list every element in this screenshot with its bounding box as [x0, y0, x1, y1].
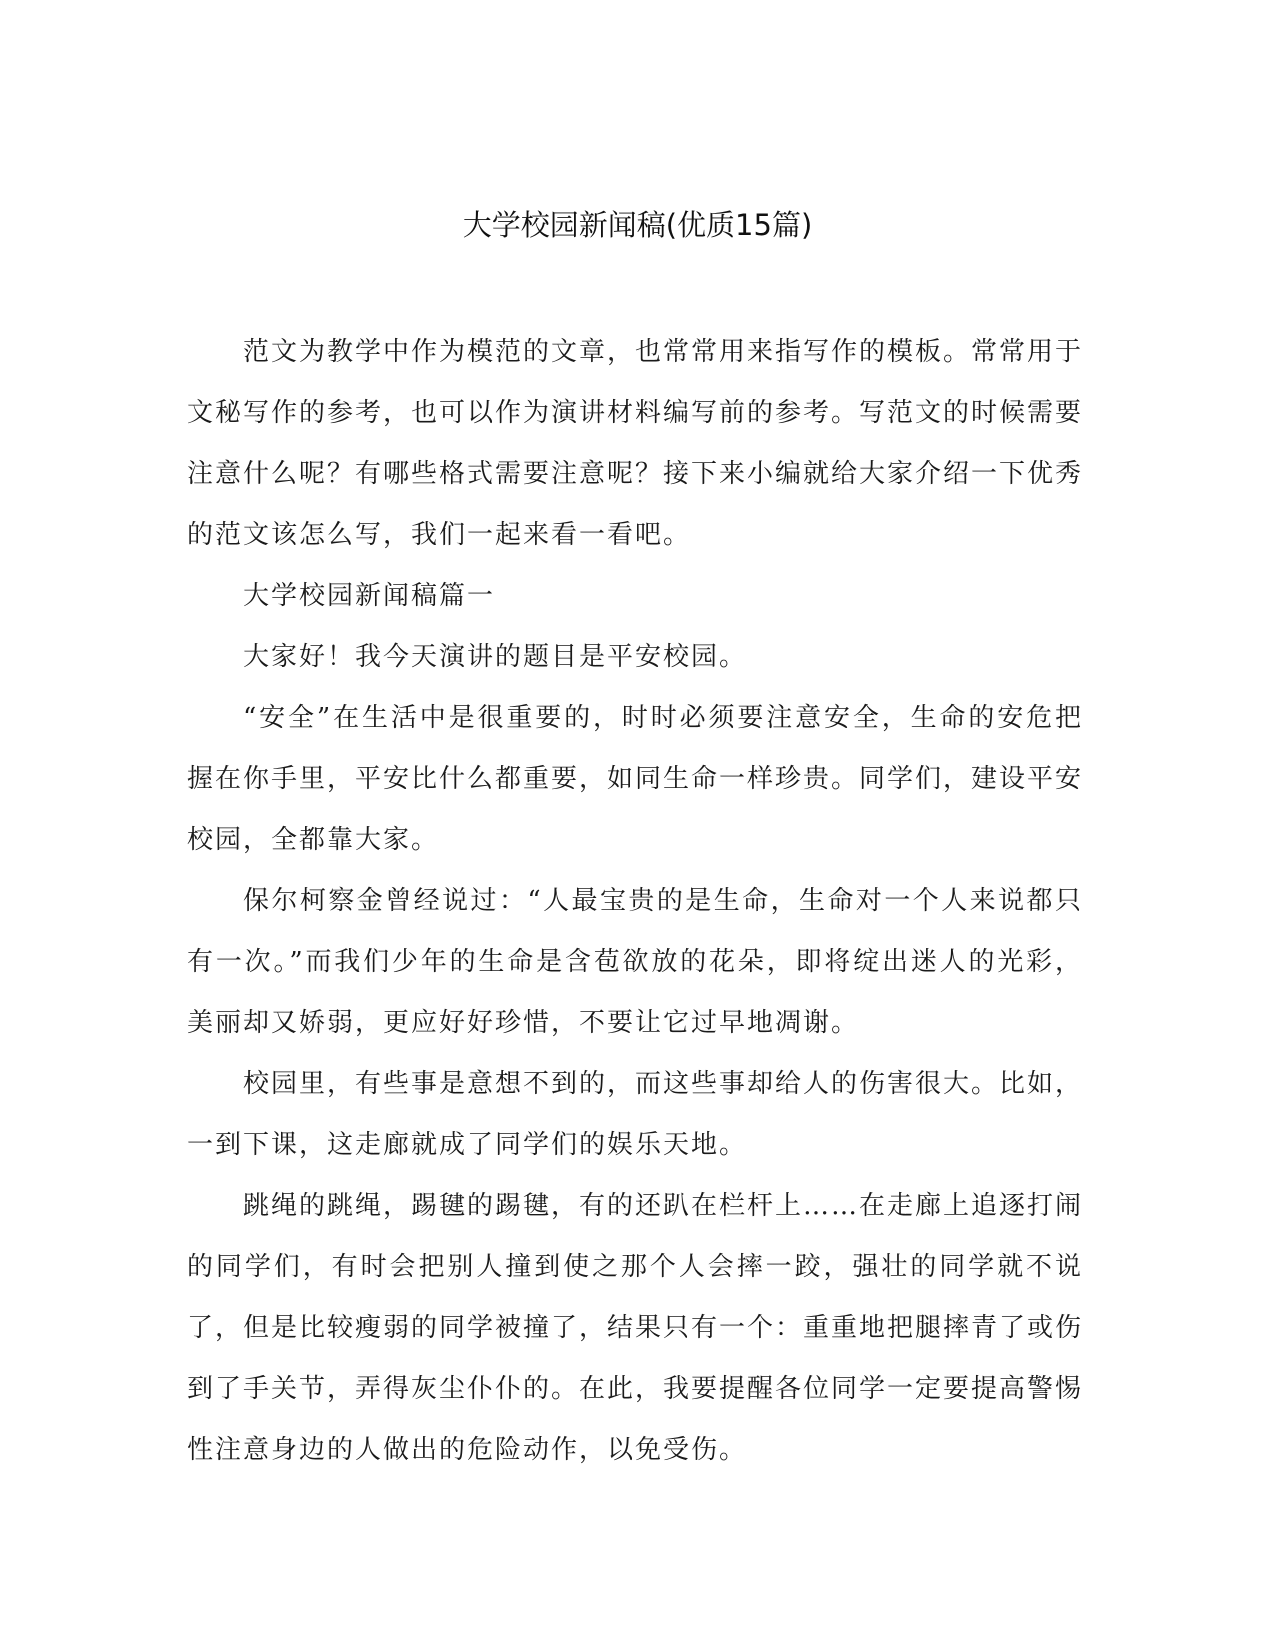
section-heading: 大学校园新闻稿篇一 — [243, 581, 496, 611]
document-title: 大学校园新闻稿(优质15篇) — [462, 208, 813, 242]
intro-paragraph: 范文为教学中作为模范的文章，也常常用来指写作的模板。常常用于文秘写作的参考，也可以作为演讲材料编写前的参考。写范文的时候需要注意什么呢？有哪些格式需要注意呢？接下来小编就给大家介绍一下优秀的范文该怎么写，我们一起来看一看吧。 — [187, 337, 1084, 550]
body-paragraph: 大家好！我今天演讲的题目是平安校园。 — [243, 642, 748, 672]
body-paragraph: “安全”在生活中是很重要的，时时必须要注意安全，生命的安危把握在你手里，平安比什么都重要，如同生命一样珍贵。同学们，建设平安校园，全都靠大家。 — [187, 703, 1084, 855]
body-paragraph: 跳绳的跳绳，踢毽的踢毽，有的还趴在栏杆上……在走廊上追逐打闹的同学们，有时会把别人撞到使之那个人会摔一跤，强壮的同学就不说了，但是比较瘦弱的同学被撞了，结果只有一个：重重地把腿摔青了或伤到了手关节，弄得灰尘仆仆的。在此，我要提醒各位同学一定要提高警惕性注意身边的人做出的危险动作，以免受伤。 — [187, 1191, 1084, 1465]
document-body — [187, 322, 1083, 1481]
body-paragraph: 保尔柯察金曾经说过：“人最宝贵的是生命，生命对一个人来说都只有一次。”而我们少年的生命是含苞欲放的花朵，即将绽出迷人的光彩，美丽却又娇弱，更应好好珍惜，不要让它过早地凋谢。 — [187, 886, 1083, 1038]
body-paragraph: 校园里，有些事是意想不到的，而这些事却给人的伤害很大。比如，一到下课，这走廊就成了同学们的娱乐天地。 — [187, 1069, 1084, 1160]
